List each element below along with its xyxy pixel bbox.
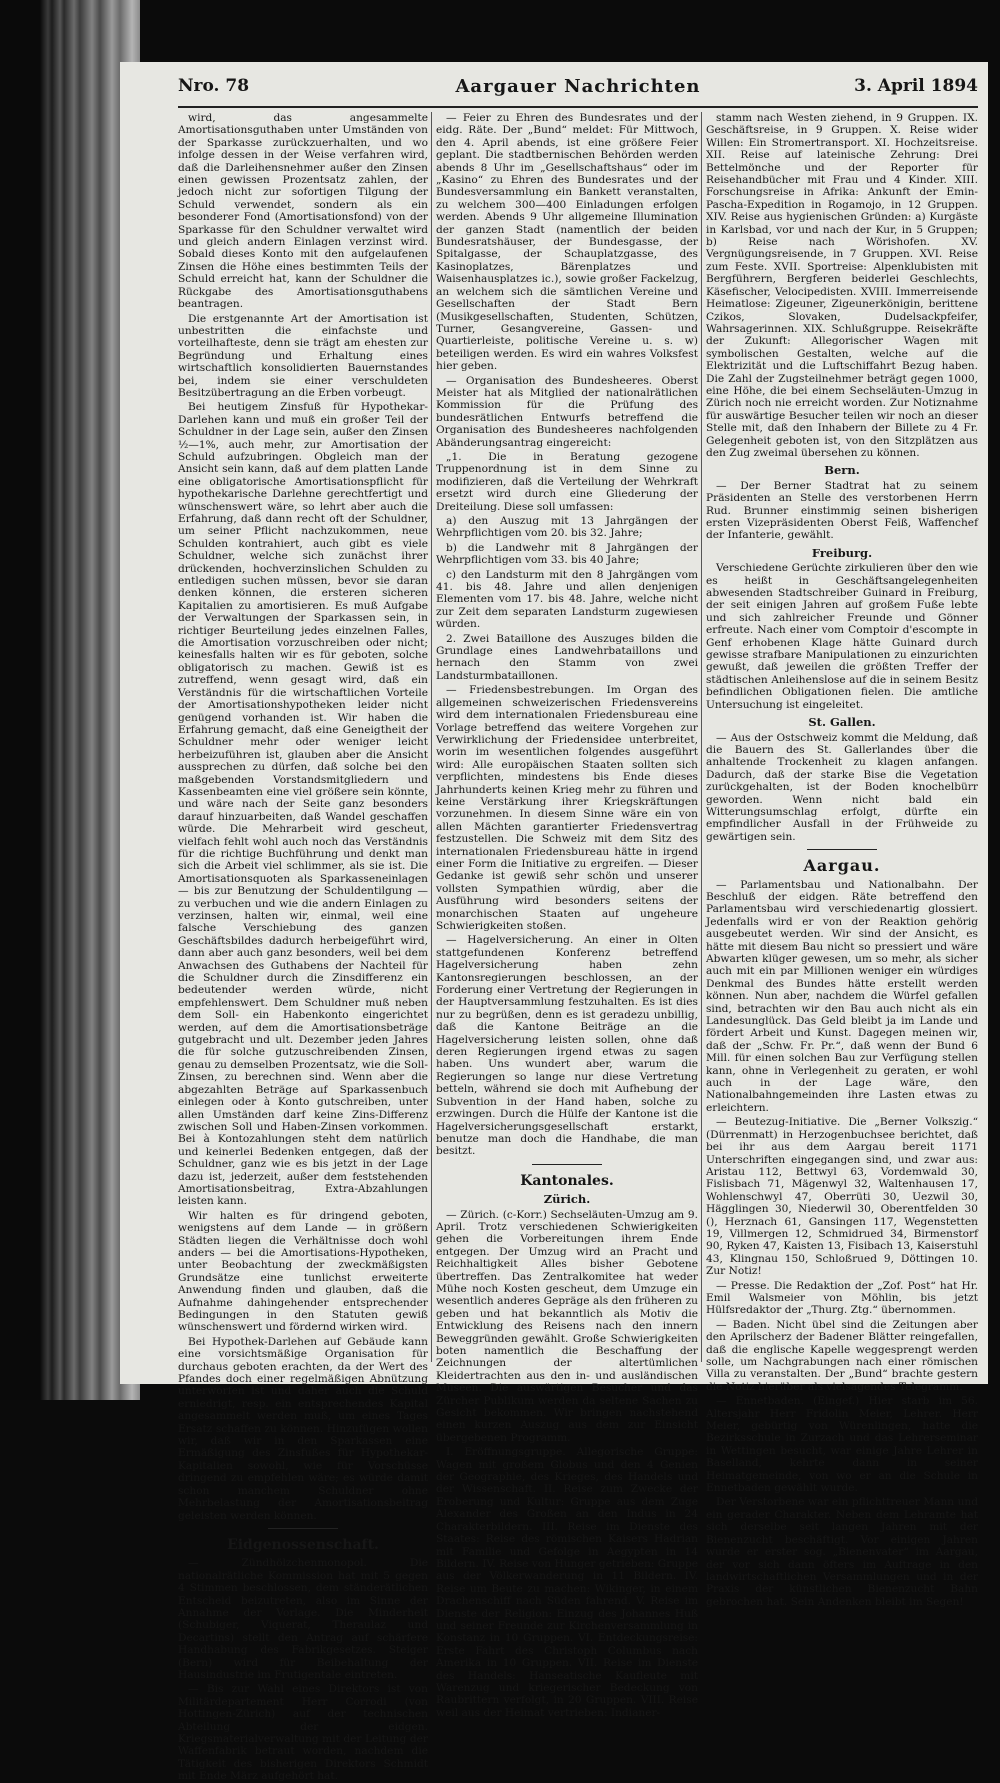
column-divider <box>701 112 702 1362</box>
section-divider <box>532 1164 602 1165</box>
issue-date: 3. April 1894 <box>854 76 978 96</box>
paragraph: Bei heutigem Zinsfuß für Hypothekar-Darlehen kann und muß ein großer Teil der Schuldner in der Lage sein, außer den Zinsen ½—1%, auch mehr, zur Amortisation der Schuld aufzubringen. Obgleich man der Ansicht sein kann, daß auf dem platten Lande eine obligatorische Amortisationspflicht für hypothekarische Darlehne gerechtfertigt und wünschenswert wäre, so lehrt aber auch die Erfahrung, daß dann recht oft der Schuldner, um seiner Pflicht nachzukommen, neue Schulden kontrahiert, auch gibt es viele Schuldner, welche sich zunächst ihrer drückenden, hochverzinslichen Schulden zu entledigen suchen müssen, bevor sie daran denken können, die ersteren sicheren Kapitalien zu amortisieren. Es muß Aufgabe der Verwaltungen der Sparkassen sein, in richtiger Beurteilung jedes einzelnen Falles, die Amortisation vorzuschreiben oder nicht; keinesfalls halten wir es für geboten, solche obligatorisch zu machen. Gewiß ist es zutreffend, wenn gesagt wird, daß ein Verständnis für die wirtschaftlichen Vorteile der Amortisationshypotheken leider nicht genügend vorhanden ist. Wir haben die Erfahrung gemacht, daß eine Geneigtheit der Schuldner mehr oder weniger leicht herbeizuführen ist, glauben aber die Ansicht aussprechen zu dürfen, daß solche bei den maßgebenden Vorstandsmitgliedern und Kassenbeamten eine viel größere sein könnte, und wäre nach der Seite ganz besonders darauf hinzuarbeiten, daß Wandel geschaffen würde. Die Mehrarbeit wird gescheut, vielfach fehlt wohl auch noch das Verständnis für die richtige Buchführung und denkt man sich die Arbeit viel schlimmer, als sie ist. Die Amortisationsquoten als Sparkasseneinlagen — bis zur Benutzung der Schuldentilgung — zu verbuchen und wie die andern Einlagen zu verzinsen, halten wir, einmal, weil eine falsche Verschiebung des ganzen Geschäftsbildes dadurch herbeigeführt wird, dann aber auch ganz besonders, weil bei dem Anwachsen des Guthabens der Nachteil für die Schuldner durch die Zinsdifferenz ein bedeutender werden würde, nicht empfehlenswert. Dem Schuldner muß neben dem Soll- ein Habenkonto eingerichtet werden, auf dem die Amortisationsbeträge gutgebracht und ult. Dezember jeden Jahres die für solche gutzuschreibenden Zinsen, genau zu demselben Prozentsatz, wie die Soll-Zinsen, zu berechnen sind. Wenn aber die abgezahlten Beträge auf Sparkassenbuch einlegen oder à Konto gutschreiben, unter allen Umständen darf keine Zins-Differenz zwischen Soll und Haben-Zinsen vorkommen. Bei à Kontozahlungen steht dem natürlich und keinerlei Bedenken entgegen, daß der Schuldner, ganz wie es bis jetzt in der Lage dazu ist, jederzeit, außer dem feststehenden Amortisationsbeitrag, Extra-Abzahlungen leisten kann. <box>178 401 428 1208</box>
paragraph: Die erstgenannte Art der Amortisation ist unbestritten die einfachste und vorteilhafteste, denn sie trägt am ehesten zur Begründung und Erhaltung eines wirtschaftlich konsolidierten Bauernstandes bei, indem sie einer verschuldeten Besitzübertragung an die Erben vorbeugt. <box>178 312 428 399</box>
issue-number: Nro. 78 <box>178 76 250 96</box>
paragraph: Der Verstorbene war ein pflichttreuer Mann und ein gerader Charakter. Neben dem Lehramte hat sich derselbe seit langen Jahren mit der Bienenzucht beschäftigt. Vor einigen Jahren wurde er erster sog. „Bienenvater“ im Aargau, der vor sich dann öfters im Auftrage in den landwirtschaftlichen Versammlungen und in der Praxis der künstlichen Bienenzucht Bahn gebrochen hat. Sein Andenken bleibt im Segen! <box>706 1496 978 1608</box>
paragraph: — Baden. Nicht übel sind die Zeitungen aber den Aprilscherz der Badener Blätter reingefallen, daß die englische Kapelle weggesprengt werden solle, um Nachgrabungen nach einer römischen Villa zu veranstalten. Der „Bund“ brachte gestern die Notiz hierüber als vielsagendes Telegramm. <box>706 1318 978 1393</box>
subheading-freiburg: Freiburg. <box>811 545 873 560</box>
paragraph: — Zündhölzchenmonopol. Die nationalrätliche Kommission hat mit 5 gegen 4 Stimmen beschlossen, dem ständerätlichen Entscheid beizutreten, also im Sinne der Annahme der Vorlage. Die Minderheit (Schubiger, Viquerat, Theraulaz und Decartins) stellt den Antrag auf schärfere Handhabung des Fabrikgesetzes. Steiger (Bern) wird für Beibehaltung der Hausindustrie im Frutigentale eintreten. <box>178 1557 428 1681</box>
subheading-bern: Bern. <box>824 463 860 478</box>
paragraph: — Hagelversicherung. An einer in Olten stattgefundenen Konferenz betreffend Hagelversicherung haben zehn Kantonsregierungen beschlossen, an der Forderung einer Vertretung der Regierungen in der Hauptversammlung festzuhalten. Es ist dies nur zu begrüßen, denn es ist geradezu unbillig, daß die Kantone Beiträge an die Hagelversicherung leisten sollen, ohne daß deren Regierungen irgend etwas zu sagen haben. Uns wundert aber, warum die Regierungen so lange nur diese Vertretung betteln, während sie doch mit Aufhebung der Subvention in der Hand haben, solche zu erzwingen. Durch die Hülfe der Kantone ist die Hagelversicherungsgesellschaft erstarkt, benutze man doch die Handhabe, die man besitzt. <box>436 934 698 1158</box>
header-rule <box>178 106 978 108</box>
paragraph: wird, das angesammelte Amortisationsguthaben unter Umständen von der Sparkasse zurückzuerhalten, und wo infolge dessen in der Weise verfahren wird, daß die Darleihensnehmer außer den Zinsen einen gewissen Prozentsatz zahlen, der jedoch nicht zur sofortigen Tilgung der Schuld verwendet, sondern als ein besonderer Fond (Amortisationsfond) von der Sparkasse für den Schuldner verwaltet wird und gleich andern Einlagen verzinst wird. Sobald dieses Konto mit den aufgelaufenen Zinsen die Höhe eines bestimmten Teils der Schuld erreicht hat, kann der Schuldner die Rückgabe des Amortisationsguthabens beantragen. <box>178 112 428 311</box>
paragraph: — Beutezug-Initiative. Die „Berner Volkszig.“ (Dürrenmatt) in Herzogenbuchsee berichtet, daß bei ihr aus dem Aargau bereit 1171 Unterschriften eingegangen sind, und zwar aus: Aristau 112, Bettwyl 63, Vordemwald 30, Fislisbach 71, Mägenwyl 32, Waltenhausen 17, Wohlenschwyl 47, Oberrüti 30, Uezwil 30, Hägglingen 30, Niederwil 30, Oberentfelden 30 (), Herznach 61, Gansingen 117, Wegenstetten 19, Villmergen 12, Schmidrued 34, Birmenstorf 90, Ryken 47, Kaisten 13, Fisibach 13, Kaiserstuhl 43, Klingnau 150, Schloßrued 9, Döttingen 10. Zur Notiz! <box>706 1116 978 1278</box>
list-item: b) die Landwehr mit 8 Jahrgängen der Wehrpflichtigen vom 33. bis 40 Jahre; <box>436 541 698 567</box>
column-divider <box>431 112 432 1362</box>
paragraph: stamm nach Westen ziehend, in 9 Gruppen. IX. Geschäftsreise, in 9 Gruppen. X. Reise wider Willen: Ein Stromertransport. XI. Hochzeitsreise. XII. Reise auf lateinische Zehrung: Drei Bettelmönche und der Reporter für Reisehandbücher mit Frau und 4 Kinder. XIII. Forschungsreise in Afrika: Ankunft der Emin-Pascha-Expedition in Rogamojo, in 12 Gruppen. XIV. Reise aus hygienischen Gründen: a) Kurgäste in Karlsbad, vor und nach der Kur, in 5 Gruppen; b) Reise nach Wörishofen. XV. Vergnügungsreisende, in 7 Gruppen. XVI. Reise zum Feste. XVII. Sportreise: Alpenklubisten mit Bergführern, Bergferen beiderlei Geschlechts, Käsefischer, Velocipedisten. XVIII. Immerreisende Heimatlose: Zigeuner, Zigeunerkönigin, berittene Czikos, Slovaken, Dudelsackpfeifer, Wahrsagerinnen. XIX. Schlußgruppe. Reisekräfte der Zukunft: Allegorischer Wagen mit symbolischen Gestalten, welche auf die Elektrizität und die Luftschiffahrt Bezug haben. Die Zahl der Zugsteilnehmer beträgt gegen 1000, eine Höhe, die bei einem Sechseläuten-Umzug in Zürich noch nie erreicht worden. Zur Notiznahme für auswärtige Besucher teilen wir noch an dieser Stelle mit, daß den Inhabern der Billete zu 4 Fr. Gelegenheit geboten ist, von den Sitzplätzen aus den Zug zweimal übersehen zu können. <box>706 112 978 459</box>
section-heading-eidgenossenschaft: Eidgenossenschaft. <box>227 1536 379 1553</box>
paragraph: — Parlamentsbau und Nationalbahn. Der Beschluß der eidgen. Räte betreffend den Parlamentsbau wird verschiedenartig glossiert. Jedenfalls wird er von der Reaktion gehörig ausgebeutet werden. Wir sind der Ansicht, es hätte mit diesem Bau nicht so pressiert und wäre Abwarten klüger gewesen, um so mehr, als sicher auch mit ein par Millionen weniger ein würdiges Denkmal des Bundes hätte erstellt werden können. Nun aber, nachdem die Würfel gefallen sind, betrachten wir den Bau auch nicht als ein Landesunglück. Das Geld bleibt ja im Lande und fördert Arbeit und Kunst. Dagegen meinen wir, daß der „Schw. Fr. Pr.“, daß wenn der Bund 6 Mill. für einen solchen Bau zur Verfügung stellen kann, ohne in Verlegenheit zu geraten, er wohl auch in der Lage wäre, den Nationalbahngemeinden ihre Lasten etwas zu erleichtern. <box>706 878 978 1114</box>
paragraph: Bei Hypothek-Darlehen auf Gebäude kann eine vorsichtsmäßige Organisation für durchaus geboten erachten, da der Wert des Pfandes doch einer regelmäßigen Abnützung unterworfen ist und daher auch die Schuld erniedrigt, resp. ein entsprechendes Kapital angesammelt werden muß, um eines Tages Ersatz schaffen zu können. Hinzufügen wollen wir, daß wir in den Sparkassen eine Ermäßigung des Zinsfußes für Hypothekar-Kapitalien sowohl, wie für Vorschüsse dringend zu empfehlen wäre; es würde damit schon manchem Schuldner ohne Mehrbelastung der Amortisationsbeitrag geleisten werden können. <box>178 1335 428 1522</box>
paragraph: — Friedensbestrebungen. Im Organ des allgemeinen schweizerischen Friedensvereins wird dem internationalen Friedensbureau eine Vorlage betreffend das weitere Vorgehen zur Verwirklichung der Friedensidee unterbreitet, worin im wesentlichen folgendes ausgeführt wird: Alle europäischen Staaten sollten sich verpflichten, mindestens bis Ende dieses Jahrhunderts keinen Krieg mehr zu führen und keine Verstärkung ihrer Kriegskräftungen vorzunehmen. In diesem Sinne wäre ein von allen Mächten garantierter Friedensvertrag festzustellen. Die Schweiz mit dem Sitz des internationalen Friedensbureau hätte in irgend einer Form die Initiative zu ergreifen. — Dieser Gedanke ist gewiß sehr schön und unserer vollsten Sympathien würdig, aber die Ausführung wird besonders seitens der monarchischen Staaten auf ungeheure Schwierigkeiten stoßen. <box>436 684 698 932</box>
paragraph: „1. Die in Beratung gezogene Truppenordnung ist in dem Sinne zu modifizieren, daß die Verteilung der Wehrkraft ersetzt wird durch eine Gliederung der Dreiteilung. Diese soll umfassen: <box>436 450 698 513</box>
paragraph: Verschiedene Gerüchte zirkulieren über den wie es heißt in Geschäftsangelegenheiten abwesenden Stadtschreiber Guinard in Freiburg, der seit einigen Jahren auf großem Fuße lebte und sich zahlreicher Freunde und Gönner erfreute. Nach einer vom Comptoir d'escompte in Genf erhobenen Klage hätte Guinard durch gewisse strafbare Manipulationen zu einzurichten gewußt, daß jeweilen die größten Treffer der städtischen Anleihenslose auf die in seinem Besitz befindlichen Obligationen fielen. Die amtliche Untersuchung ist eingeleitet. <box>706 562 978 711</box>
paragraph: — Organisation des Bundesheeres. Oberst Meister hat als Mitglied der nationalrätlichen Kommission für die Prüfung des bundesrätlichen Entwurfs betreffend die Organisation des Bundesheeres nachfolgenden Abänderungsantrag eingereicht: <box>436 374 698 449</box>
paragraph: I. Eröffnungsgruppe. Allegorische Gruppe: Wagen mit großem Globus und den 4 Genien der Geographie, des Krieges, des Handels und der Wissenschaft. II. Reise zum Zwecke der Eroberung und Kultur: Gruppe aus dem Zuge Alexander des Großen an den Indus in 24 Charakterbildern. III. Reise im Dienste des Staates: Reise des römischen Kaisers Hadrian mit Familie und Gefolge in Aegypten in 14 Bildern. IV. Reise von Hunger getrieben: Gruppe aus der Völkerwanderung in 11 Bildern. IV. Reise um Beute zu machen: Wikinger, in einem Drachenschiff nach Süden fahrend. V. Reise im Dienste der Religion: Einzug des Johannes Huß und seiner Freunde zur Kirchenversammlung in Konstanz in 10 Gruppen. VI. Entdeckungsreise: Erste Fahrt des Christoph Columbus nach Amerika in 10 Gruppen. VII. Reise im Dienste des Handels: Hanseatische Kaufleute mit Warenzug und kriegerischer Bedeckung von Raubrittern verfolgt, in 20 Gruppen. VIII. Reise weil aus der Heimat vertrieben: Indianer- <box>436 1446 698 1719</box>
section-heading-aargau: Aargau. <box>803 856 881 876</box>
column-3 <box>706 112 978 1608</box>
list-item: a) den Auszug mit 13 Jahrgängen der Wehrpflichtigen vom 20. bis 32. Jahre; <box>436 515 698 540</box>
list-item: c) den Landsturm mit den 8 Jahrgängen vom 41. bis 48. Jahre und allen denjenigen Elementen vom 17. bis 48. Jahre, welche nicht zur Zeit dem separaten Landsturm zugewiesen würden. <box>436 568 698 631</box>
paragraph: — Feier zu Ehren des Bundesrates und der eidg. Räte. Der „Bund“ meldet: Für Mittwoch, den 4. April abends, ist eine größere Feier geplant. Die stadtbernischen Behörden werden abends 8 Uhr im „Gesellschaftshaus“ oder im „Kasino“ zu Ehren des Bundesrates und der Bundesversammlung ein Bankett veranstalten, zu welchem 300—400 Einladungen erfolgen werden. Abends 9 Uhr allgemeine Illumination der ganzen Stadt (namentlich der beiden Bundesratshäuser, der Bundesgasse, der Spitalgasse, der Schauplatzgasse, des Kasinoplatzes, Bärenplatzes und Waisenhausplatzes ic.), sowie großer Fackelzug, an welchem sich die sämtlichen Vereine und Gesellschaften der Stadt Bern (Musikgesellschaften, Studenten, Schützen, Turner, Gesangvereine, Gassen- und Quartierleiste, politische Vereine u. s. w) beteiligen werden. Es wird ein wahres Volksfest hier geben. <box>436 112 698 373</box>
paragraph: — Der Berner Stadtrat hat zu seinem Präsidenten an Stelle des verstorbenen Herrn Rud. Brunner einstimmig seinen bisherigen ersten Vizepräsidenten Oberst Feiß, Waffenchef der Infanterie, gewählt. <box>706 479 978 542</box>
subheading-zurich: Zürich. <box>543 1192 591 1207</box>
paragraph: — Aus der Ostschweiz kommt die Meldung, daß die Bauern des St. Gallerlandes über die anhaltende Trockenheit zu klagen anfangen. Dadurch, daß der starke Bise die Vegetation zurückgehalten, ist der Boden knochelbürr geworden. Wenn nicht bald ein Witterungsumschlag erfolgt, dürfte ein empfindlicher Ausfall in der Frühweide zu gewärtigen sein. <box>706 731 978 843</box>
newspaper-page <box>120 62 988 1783</box>
masthead <box>178 76 978 102</box>
section-divider <box>807 849 877 850</box>
paragraph: Wir halten es für dringend geboten, wenigstens auf dem Lande — in größern Städten liegen die Verhältnisse doch wohl anders — bei die Amortisations-Hypotheken, unter Beobachtung der zweckmäßigsten Grundsätze eine tunlichst erweiterte Anwendung finden und glauben, daß die Aufnahme dahingehender entsprechender Bedingungen in den Statuten gewiß wünschenswert und fördernd wirken wird. <box>178 1209 428 1334</box>
column-2 <box>436 112 698 1719</box>
paragraph: — Ennetbaden. (Eingef.) Hier starb im 56. Altersjahr Herr Fridolin Meier, Lehrer. Herr Meier, gebürtig von Würenlingen, hatte die Bezirksschule in Zurzach und das Lehrerseminar in Wettingen besucht, war einige Jahre Lehrer in Baselland, kehrte dann in seiner Heimatgemeinde, von wo er an die Schule in Ennetbaden gewählt wurde. <box>706 1395 978 1495</box>
subheading-st-gallen: St. Gallen. <box>808 715 876 730</box>
section-divider <box>268 1528 338 1529</box>
paragraph: — Presse. Die Redaktion der „Zof. Post“ hat Hr. Emil Walsmeier von Möhlin, bis jetzt Hülfsredaktor der „Thurg. Ztg.“ übernommen. <box>706 1279 978 1317</box>
column-1 <box>178 112 428 1783</box>
book-edge <box>0 0 140 1400</box>
section-heading-kantonales: Kantonales. <box>520 1172 614 1189</box>
paragraph: — Zürich. (c-Korr.) Sechseläuten-Umzug am 9. April. Trotz verschiedenen Schwierigkeiten gehen die Vorbereitungen ihrem Ende entgegen. Der Umzug wird an Pracht und Reichhaltigkeit Alles bisher Gebotene übertreffen. Das Zentralkomitee hat weder Mühe noch Kosten gescheut, dem Umzuge ein wesentlich anderes Gepräge als den früheren zu geben und hat bekanntlich als Motiv die Entwicklung des Reisens nach den innern Beweggründen gewählt. Große Schwierigkeiten boten namentlich die Beschaffung der Zeichnungen der altertümlichen Kleidertrachten aus den in- und ausländischen Museen. Die auswärtigen Besucher und das Zürcher Publikum werden da seltene Sachen zu Gesicht bekommen. Wir bringen nachstehend einen kurzen Auszug aus dem zur Einsicht übergebenen Programm. <box>436 1208 698 1444</box>
paragraph: 2. Zwei Bataillone des Auszuges bilden die Grundlage eines Landwehrbataillons und hernach den Stamm von zwei Landsturmbataillonen. <box>436 632 698 682</box>
paragraph: — Bis zur Wahl eines Direktors ist von Militärdepartement Herr Corrodi (von Hottingen-Zürich) auf der technischen Abteilung der eidgen. Kriegsmaterialverwaltung mit der Leitung der Waffenfabrik betraut worden, nachdem die Tätigkeit des bisherigen Direktors Schmidt mit Ende März aufgehört hat. <box>178 1683 428 1783</box>
newspaper-title: Aargauer Nachrichten <box>455 76 701 97</box>
